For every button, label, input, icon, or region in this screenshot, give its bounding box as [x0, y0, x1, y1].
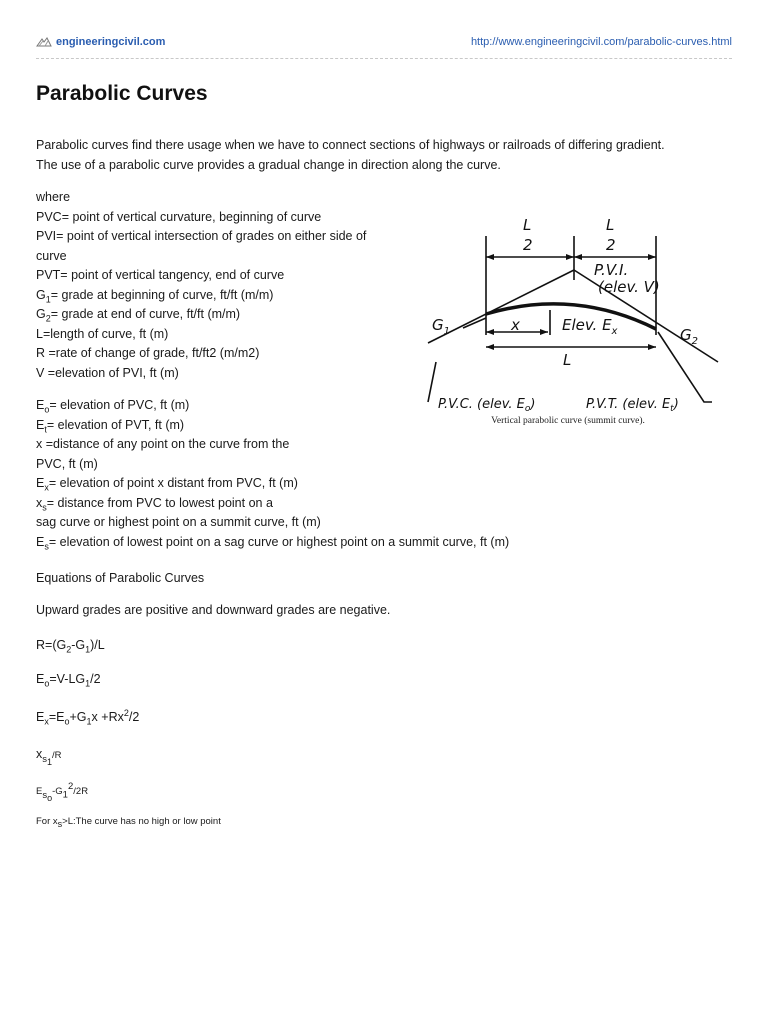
where-label: where	[36, 190, 71, 204]
label-two-left: 2	[523, 236, 533, 254]
def-pvt: PVT= point of vertical tangency, end of curve	[36, 268, 285, 282]
def-g2: $G_2=$ grade at end of curve, ft/ft (m/m)	[36, 307, 241, 324]
site-name[interactable]: engineeringcivil.com	[56, 36, 166, 48]
def-pvi-cont: curve	[36, 248, 67, 263]
equation-eo: $E_o=V-LG_1/2$	[36, 672, 101, 689]
equation-es: $E_{s_o}-G_1^2/2R$	[36, 780, 89, 803]
equation-ex: $E_x=E_o+G_1x +Rx^2/2$	[36, 707, 140, 727]
def-g1: $G_1=$ grade at beginning of curve, ft/ft (m/m)	[36, 287, 274, 304]
def-r: R =rate of change of grade, ft/ft2 (m/m2)	[36, 346, 260, 360]
def-et: $E_t=$ elevation of PVT, ft (m)	[36, 417, 185, 434]
def-l: L=length of curve, ft (m)	[36, 326, 169, 341]
def-eo: $E_o=$ elevation of PVC, ft (m)	[36, 398, 190, 415]
page-header	[36, 36, 732, 52]
label-pvi: P.V.I.	[594, 261, 629, 279]
site-branding[interactable]	[36, 36, 165, 48]
sign-note: Upward grades are positive and downward grades are negative.	[36, 603, 391, 617]
label-g2: $G_2$	[680, 326, 698, 347]
page-url-link[interactable]: http://www.engineeringcivil.com/parabolic-curves.html	[470, 36, 732, 48]
label-pvc: P.V.C. (elev. $E_o$)	[438, 397, 536, 414]
def-xs: $x_s=$ distance from PVC to lowest point on a	[36, 495, 273, 512]
label-two-right: 2	[606, 236, 616, 254]
label-elev-ex: Elev. $E_x$	[562, 316, 618, 337]
intro-line: The use of a parabolic curve provides a gradual change in direction along the curve.	[36, 157, 501, 172]
def-x: x =distance of any point on the curve from the	[36, 437, 290, 451]
page-title: Parabolic Curves	[36, 82, 208, 105]
label-l-half-left: L	[523, 216, 532, 234]
def-es: $E_s=$ elevation of lowest point on a sag curve or highest point on a summit curve, ft (m)	[36, 534, 510, 551]
equation-xs: $x_{s_1}/R$	[36, 747, 62, 767]
intro-paragraph	[36, 136, 736, 175]
equation-r: $R=(G_2-G_1)/L$	[36, 638, 105, 655]
def-pvc: PVC= point of vertical curvature, beginning of curve	[36, 209, 322, 224]
definitions-list	[36, 188, 406, 383]
figure-caption: Vertical parabolic curve (summit curve).	[491, 416, 645, 426]
label-x: x	[511, 316, 520, 334]
parabolic-curve-figure	[418, 210, 728, 440]
label-pvt: P.V.T. (elev. $E_t$)	[586, 397, 679, 414]
no-high-low-note: For $x_s>L:The$ curve has no high or low point	[36, 816, 221, 829]
def-pvi: PVI= point of vertical intersection of grades on either side of	[36, 229, 367, 243]
curve-diagram	[418, 210, 728, 415]
section-heading: Equations of Parabolic Curves	[36, 571, 205, 585]
site-logo-icon	[36, 36, 52, 48]
intro-line: Parabolic curves find there usage when we have to connect sections of highways or railroads of differing gradient.	[36, 138, 665, 152]
def-x-cont: PVC, ft (m)	[36, 456, 98, 471]
label-g1: $G_1$	[432, 316, 450, 337]
header-divider	[36, 58, 732, 59]
label-elev-v: (elev. V)	[598, 278, 660, 296]
def-xs-cont: sag curve or highest point on a summit curve, ft (m)	[36, 515, 321, 529]
label-l: L	[563, 351, 572, 369]
def-v: V =elevation of PVI, ft (m)	[36, 365, 179, 380]
def-ex: $E_x=$ elevation of point x distant from PVC, ft (m)	[36, 476, 298, 493]
label-l-half-right: L	[606, 216, 615, 234]
